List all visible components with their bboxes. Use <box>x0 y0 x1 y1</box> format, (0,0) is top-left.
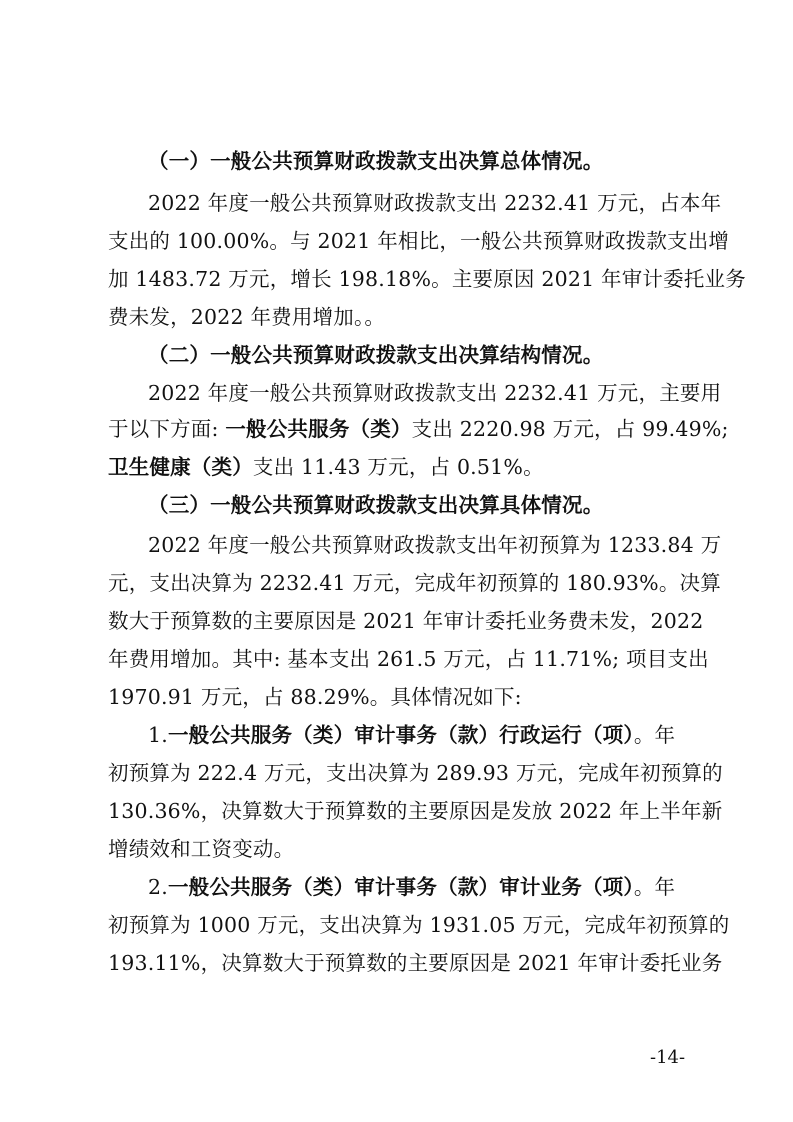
paragraph-line: 2022 年度一般公共预算财政拨款支出年初预算为 1233.84 万 <box>148 533 722 557</box>
paragraph-line: 130.36%，决算数大于预算数的主要原因是发放 2022 年上半年新 <box>108 799 723 823</box>
paragraph-line: 支出的 100.00%。与 2021 年相比，一般公共预算财政拨款支出增 <box>108 229 730 253</box>
paragraph-line: 增绩效和工资变动。 <box>108 837 295 861</box>
paragraph-line: 数大于预算数的主要原因是 2021 年审计委托业务费未发，2022 <box>108 609 704 633</box>
text-span: 。年 <box>633 875 676 899</box>
text-span: 。年 <box>633 723 676 747</box>
paragraph-line: 年费用增加。其中: 基本支出 261.5 万元，占 11.71%; 项目支出 <box>108 647 709 671</box>
section-heading-2: （二）一般公共预算财政拨款支出决算结构情况。 <box>148 343 604 367</box>
paragraph-line <box>108 414 729 444</box>
paragraph-line: 元，支出决算为 2232.41 万元，完成年初预算的 180.93%。决算 <box>108 571 721 595</box>
section-heading-1: （一）一般公共预算财政拨款支出决算总体情况。 <box>148 149 604 173</box>
paragraph-line: 初预算为 1000 万元，支出决算为 1931.05 万元，完成年初预算的 <box>108 913 730 937</box>
item-title: 一般公共服务（类）审计事务（款）审计业务（项） <box>167 875 634 899</box>
text-span: 于以下方面: <box>108 417 226 441</box>
item-2-title-line <box>148 872 688 902</box>
paragraph-line <box>108 452 688 482</box>
item-title: 一般公共服务（类）审计事务（款）行政运行（项） <box>167 723 634 747</box>
paragraph-line: 2022 年度一般公共预算财政拨款支出 2232.41 万元，主要用 <box>148 381 722 405</box>
text-span: 支出 2220.98 万元，占 99.49%; <box>411 417 729 441</box>
paragraph-line: 加 1483.72 万元，增长 198.18%。主要原因 2021 年审计委托业务 <box>108 267 746 291</box>
paragraph-line: 2022 年度一般公共预算财政拨款支出 2232.41 万元，占本年 <box>148 191 722 215</box>
item-1-title-line <box>148 720 688 750</box>
paragraph-line: 1970.91 万元，占 88.29%。具体情况如下: <box>108 685 522 709</box>
bold-category: 卫生健康（类） <box>108 455 253 479</box>
text-span: 支出 11.43 万元，占 0.51%。 <box>252 455 544 479</box>
paragraph-line: 费未发，2022 年费用增加。。 <box>108 305 386 329</box>
paragraph-line: 193.11%，决算数大于预算数的主要原因是 2021 年审计委托业务 <box>108 951 723 975</box>
paragraph-line: 初预算为 222.4 万元，支出决算为 289.93 万元，完成年初预算的 <box>108 761 723 785</box>
section-heading-3: （三）一般公共预算财政拨款支出决算具体情况。 <box>148 493 604 517</box>
page-number: -14- <box>650 1047 686 1068</box>
bold-category: 一般公共服务（类） <box>225 417 412 441</box>
item-number: 1. <box>148 723 168 747</box>
item-number: 2. <box>148 875 168 899</box>
